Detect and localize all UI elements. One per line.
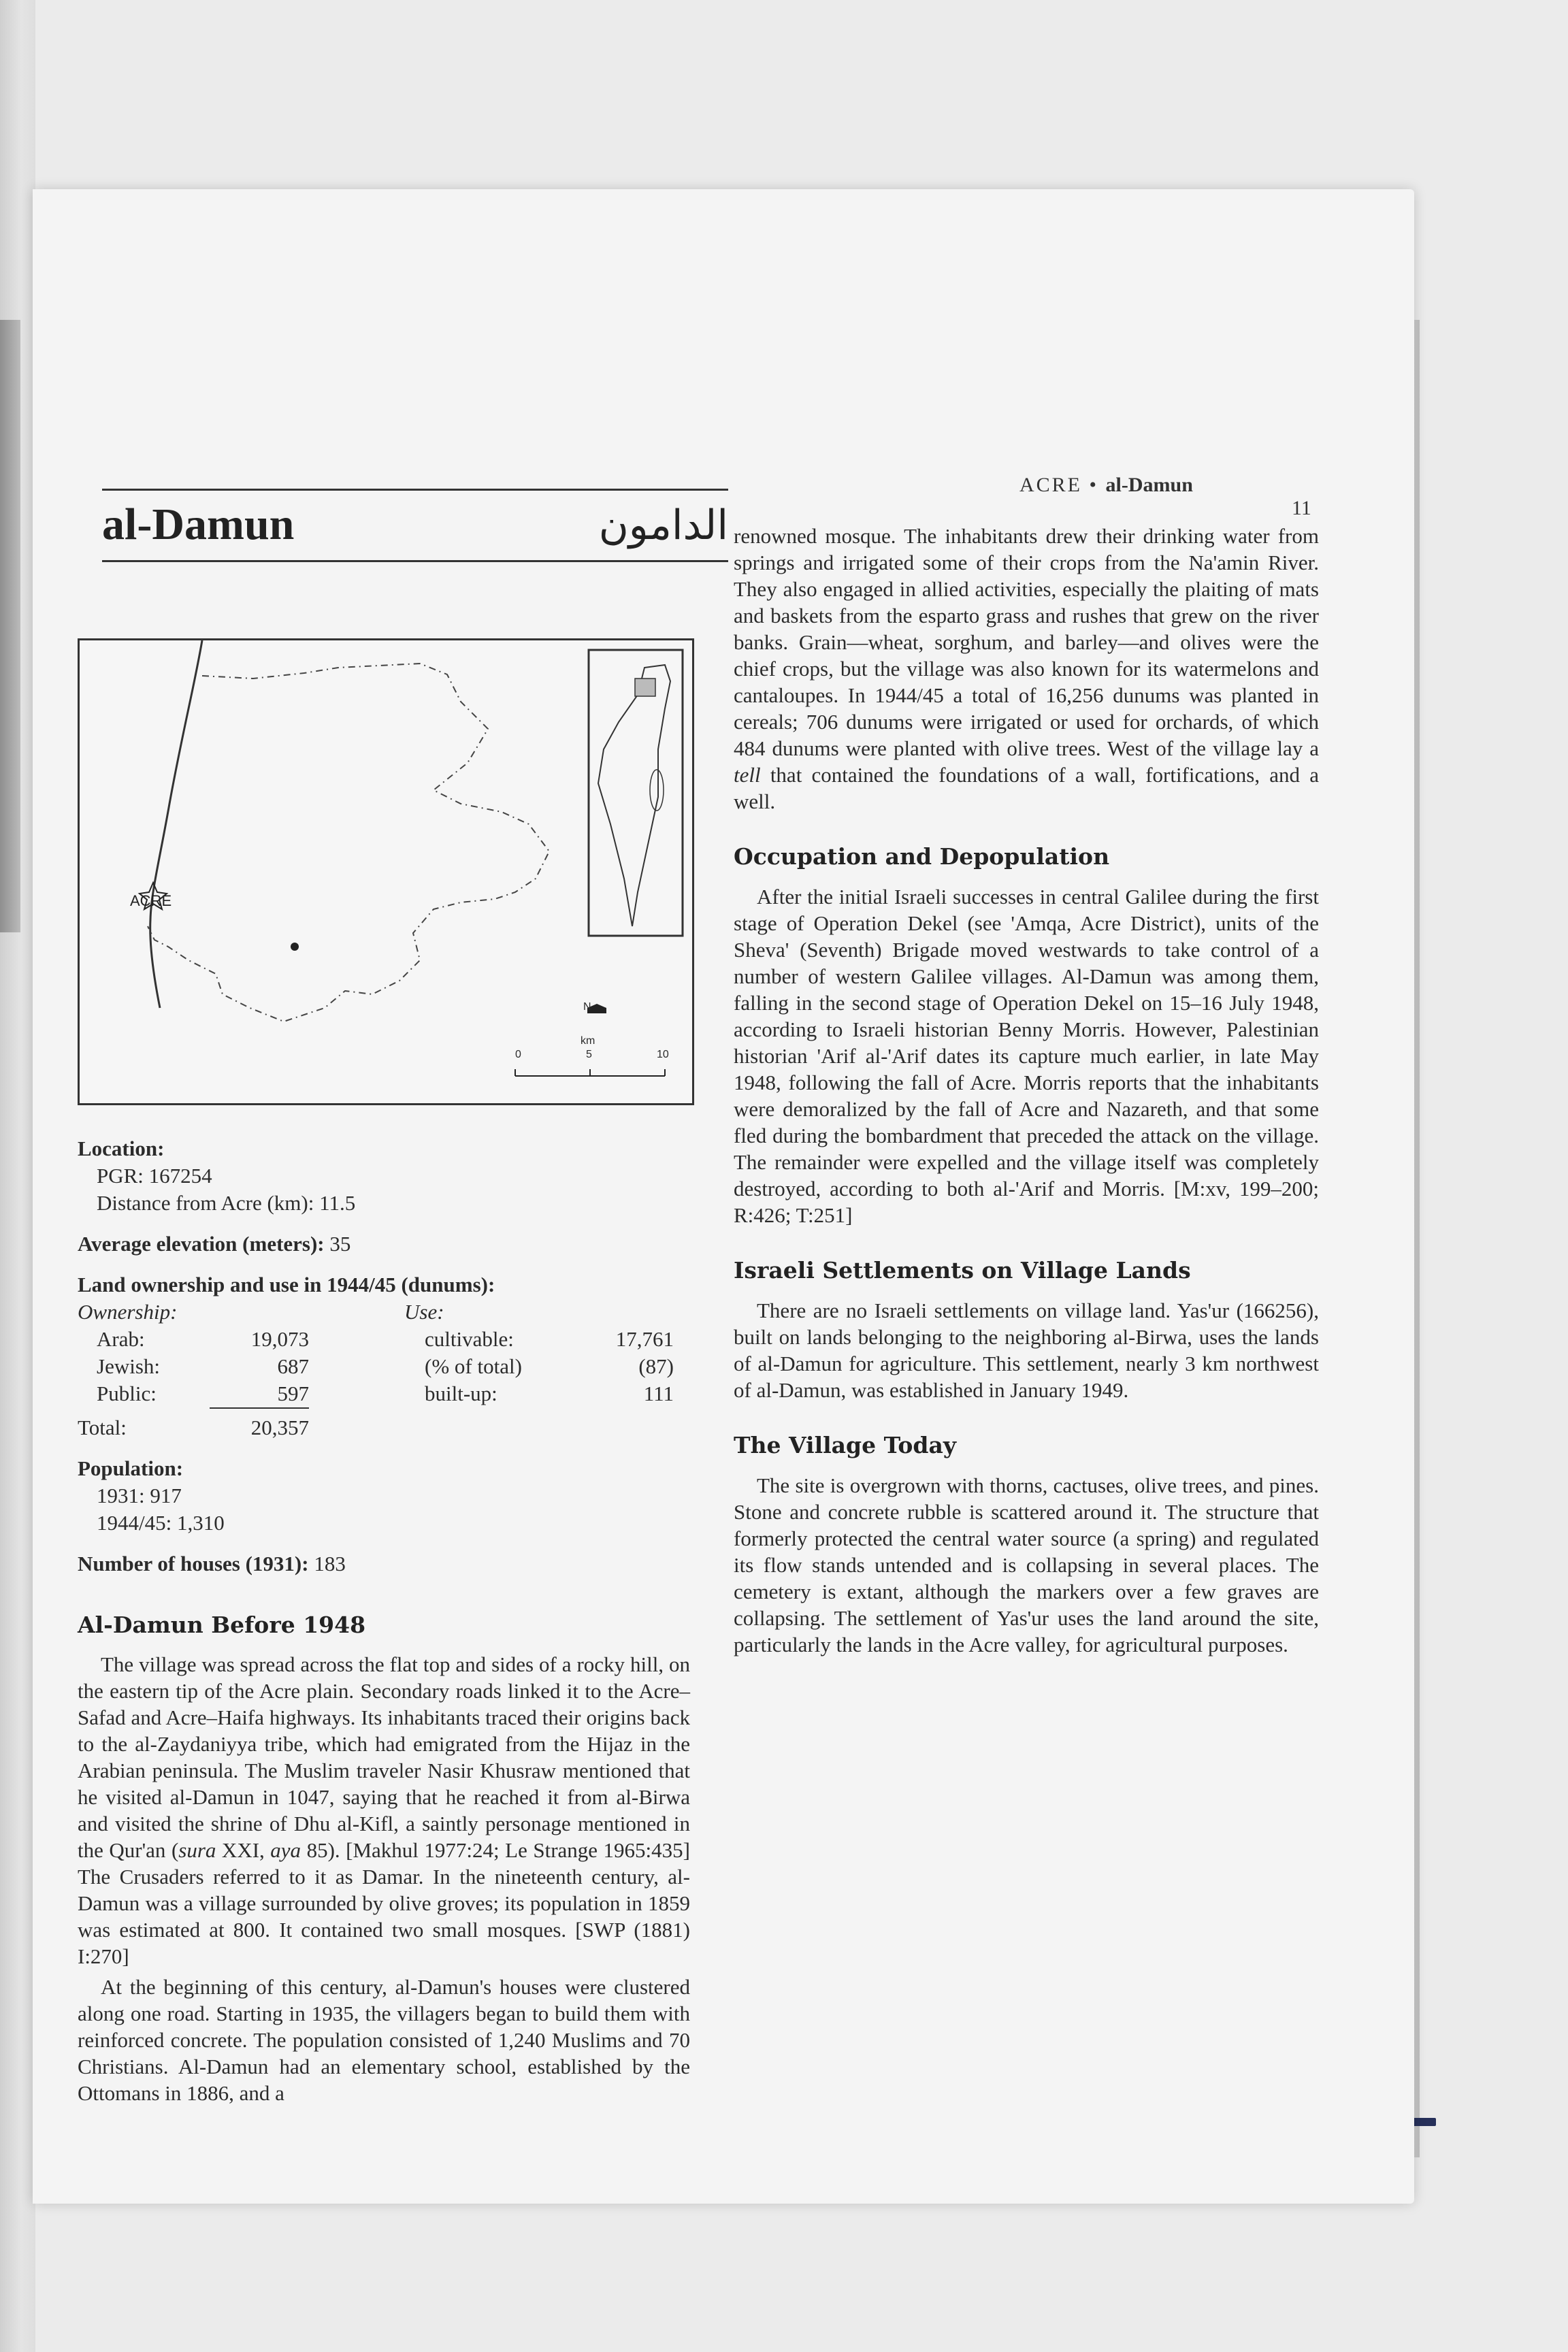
village-dot [291,943,299,951]
use-label: Use: [404,1300,444,1324]
sura-term: sura [178,1838,216,1862]
population-heading: Population: [78,1456,184,1480]
north-label: N [583,1001,591,1013]
left-column [57,489,728,2105]
location-heading: Location: [78,1137,165,1160]
ownership-jewish-value: 687 [277,1354,309,1378]
use-builtup-label: built-up: [425,1382,497,1405]
land-heading: Land ownership and use in 1944/45 (dunums): [78,1273,495,1296]
scale-label-0: 0 [515,1049,521,1060]
ownership-jewish-label: Jewish: [97,1354,160,1378]
elevation-line [78,1230,690,1258]
before-1948-paragraph-1 [78,1651,690,1970]
ownership-label: Ownership: [78,1300,178,1324]
scale-label-10: 10 [657,1049,669,1060]
continued-part-b: that contained the foundations of a wall, fortifications, and a well. [734,763,1319,813]
use-percent-label: (% of total) [425,1354,522,1378]
scale-label-5: 5 [586,1049,592,1060]
use-percent-value: (87) [638,1354,674,1378]
running-head-region: ACRE [1019,474,1083,496]
map-drawing [80,640,692,1103]
running-head-village: al-Damun [1105,474,1193,496]
total-row [78,1414,690,1441]
district-boundary [148,664,549,1022]
continued-paragraph [734,523,1319,815]
before-1948-p1-part-c: 85). [Makhul 1977:24; Le Strange 1965:435] The Crusaders referred to it as Damar. In the nineteenth century, al-Damun was a village surrounded by olive groves; its population in 1859 was estimated at 800. It contained two small mosques. [SWP (1881) I:270] [78,1838,690,1968]
scale-unit-label: km [581,1035,595,1047]
settlements-heading: Israeli Settlements on Village Lands [734,1257,1191,1284]
ownership-arab-value: 19,073 [250,1327,309,1351]
land-use-table [78,1298,690,1414]
use-builtup-value: 111 [643,1382,674,1405]
houses-label: Number of houses (1931): [78,1552,309,1575]
use-cultivable-value: 17,761 [615,1327,674,1351]
population-1944: 1944/45: 1,310 [97,1511,225,1535]
before-1948-p1-part-b: XXI, [216,1838,271,1862]
ownership-public-value: 597 [210,1380,310,1409]
arabic-title: الدامون [598,502,728,549]
before-1948-p1-part-a: The village was spread across the flat top and sides of a rocky hill, on the eastern tip of the Acre plain. Secondary roads linked it to the Acre–Safad and Acre–Haifa highways. Its inhabitants traced their origins back to the al-Zaydaniyya tribe, which had emigrated from the Hijaz in the Arabian peninsula. The Muslim traveler Nasir Khusraw mentioned that he visited al-Damun in 1047, saying that he reached it from al-Birwa and visited the shrine of Dhu al-Kifl, a saintly personage mentioned in the Qur'an ( [78,1652,690,1862]
tell-term: tell [734,763,761,787]
page-title: al-Damun [102,500,295,549]
before-1948-heading: Al-Damun Before 1948 [78,1612,366,1638]
total-value: 20,357 [250,1416,309,1439]
before-1948-paragraph-2: At the beginning of this century, al-Damun's houses were clustered along one road. Starting in 1935, the villagers began to build them with reinforced concrete. The population consisted of 1,240 Muslims and 70 Christians. Al-Damun had an elementary school, established by the Ottomans in 1886, and a [78,1975,690,2105]
village-today-heading: The Village Today [734,1432,957,1458]
map-label-acre: ACRE [130,892,172,909]
pgr-line: PGR: 167254 [97,1164,212,1188]
location-map [78,638,694,1105]
occupation-paragraph: After the initial Israeli successes in central Galilee during the first stage of Operation Dekel (see 'Amqa, Acre District), units of the Sheva' (Seventh) Brigade moved westwards to take control of a number of western Galilee villages. Al-Damun was among them, falling in the second stage of Operation Dekel on 15–16 July 1948, according to Israeli historian Benny Morris. However, Palestinian historian 'Arif al-'Arif dates its capture much earlier, in late May 1948, following the fall of Acre. Morris reports that the inhabitants were demoralized by the fall of Acre and Nazareth, and that some fled during the bombardment that preceded the attack on the village. The remainder were expelled and the village itself was completely destroyed, according to both al-'Arif and Morris. [M:xv, 199–200; R:426; T:251] [734,885,1319,1227]
population-1931: 1931: 917 [97,1484,182,1507]
running-head-separator: • [1089,474,1099,496]
previous-page-photo-edge [0,320,20,932]
distance-line: Distance from Acre (km): 11.5 [97,1191,356,1215]
total-label: Total: [78,1416,127,1439]
book-page [33,189,1414,2204]
elevation-label: Average elevation (meters): [78,1232,325,1256]
right-column [734,523,1319,1662]
continued-part-a: renowned mosque. The inhabitants drew their drinking water from springs and irrigated some of their crops from the Na'amin River. They also engaged in allied activities, especially the plaiting of mats and baskets from the esparto grass and rushes that grew on the river banks. Grain—wheat, sorghum, and barley—and olives were the chief crops, but the village was also known for its watermelons and cantaloupes. In 1944/45 a total of 16,256 dunums was planted in cereals; 706 dunums were irrigated or used for orchards, of which 484 dunums were planted with olive trees. West of the village lay a [734,524,1319,760]
houses-line [78,1550,690,1578]
elevation-value: 35 [329,1232,351,1256]
inset-highlight [635,679,655,696]
ownership-arab-label: Arab: [97,1327,145,1351]
ownership-public-label: Public: [97,1382,157,1405]
occupation-heading: Occupation and Depopulation [734,843,1110,870]
houses-value: 183 [314,1552,346,1575]
running-head [1019,474,1193,497]
use-cultivable-label: cultivable: [425,1327,514,1351]
settlements-paragraph: There are no Israeli settlements on village land. Yas'ur (166256), built on lands belonging to the neighboring al-Birwa, uses the lands of al-Damun for agriculture. This settlement, nearly 3 km northwest of al-Damun, was established in January 1949. [734,1298,1319,1402]
village-today-paragraph: The site is overgrown with thorns, cactuses, olive trees, and pines. Stone and concrete rubble is scattered around it. The structure that formerly protected the central water source (a spring) and regulated its flow stands untended and is collapsing in several places. The cemetery is extant, although the markers over a few graves are collapsing. The settlement of Yas'ur uses the land around the site, particularly the lands in the Acre valley, for agricultural purposes. [734,1473,1319,1656]
page-number: 11 [1292,497,1311,519]
title-bar [102,491,728,562]
village-facts [78,1135,690,2110]
aya-term: aya [270,1838,301,1862]
